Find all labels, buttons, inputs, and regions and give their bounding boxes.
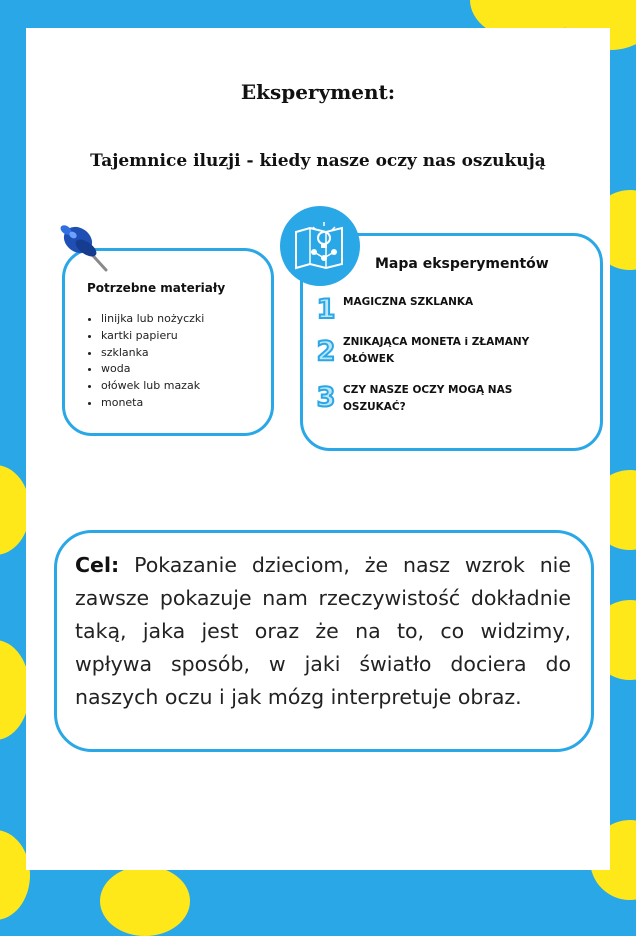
map-item-text: MAGICZNA SZKLANKA <box>343 296 474 308</box>
list-item: • moneta <box>101 395 204 412</box>
goal-paragraph <box>75 549 571 714</box>
list-item: • kartki papieru <box>101 328 204 345</box>
goal-card <box>54 530 594 752</box>
page-title: Eksperyment: <box>240 80 396 104</box>
map-item <box>313 382 593 422</box>
decor-blob <box>100 866 190 936</box>
materials-list <box>83 311 204 412</box>
list-item: • szklanka <box>101 345 204 362</box>
map-item <box>313 334 593 374</box>
map-heading: Mapa eksperymentów <box>375 256 549 272</box>
list-item: • woda <box>101 361 204 378</box>
pushpin-icon <box>48 218 118 278</box>
page-content <box>26 28 610 870</box>
map-badge <box>280 206 360 286</box>
map-item-number: 2 <box>316 336 336 367</box>
map-item-text: CZY NASZE OCZY MOGĄ NAS OSZUKAĆ? <box>343 384 513 413</box>
goal-label: Cel: <box>75 553 120 577</box>
map-item-text: ZNIKAJĄCA MONETA i ZŁAMANY OŁÓWEK <box>343 336 530 365</box>
map-item <box>313 294 593 334</box>
page-subtitle: Tajemnice iluzji - kiedy nasze oczy nas oszukują <box>90 151 546 171</box>
list-item: • ołówek lub mazak <box>101 378 204 395</box>
materials-heading: Potrzebne materiały <box>87 281 226 295</box>
list-item: • linijka lub nożyczki <box>101 311 204 328</box>
map-item-number: 1 <box>316 294 336 325</box>
goal-text: Pokazanie dzieciom, że nasz wzrok nie zawsze pokazuje nam rzeczywistość dokładnie taką, jaka jest oraz że na to, co widzimy, wpływa sposób, w jaki światło dociera do naszych oczu i jak mózg interpretuje obraz. <box>75 553 571 709</box>
map-item-number: 3 <box>316 382 336 413</box>
map-lightbulb-icon <box>280 206 360 286</box>
